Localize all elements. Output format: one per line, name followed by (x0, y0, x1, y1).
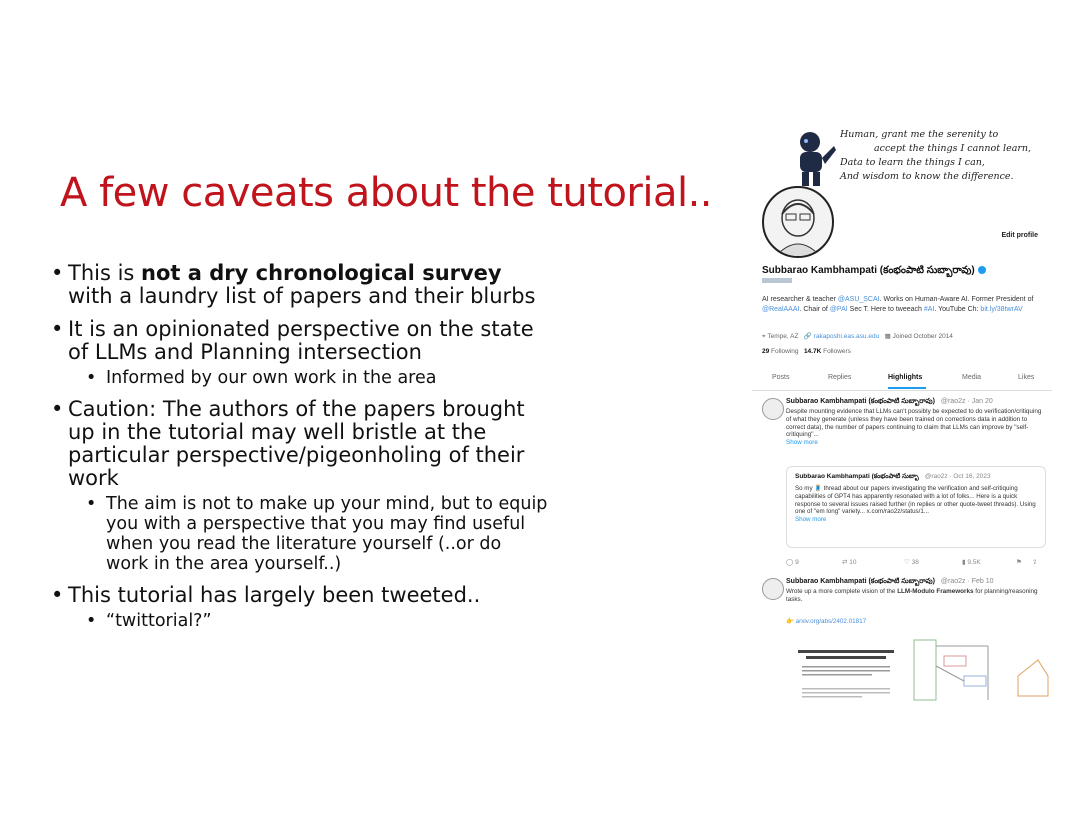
quoted-text: So my 🧵 thread about our papers investigating the verification and self-critiquing capabilities of GPT4 has apparently resonated with a lot of folks... Here is a quick response to several issues raised further (in replies or other quote-tweet threads). Using one of "em long" variety... x.com/rao2z/status/1... (795, 485, 1036, 516)
tweet-body (786, 588, 1044, 604)
bullet-not-a-survey (48, 262, 548, 308)
twitter-profile-screenshot (752, 128, 1052, 710)
tweet-header (786, 578, 994, 587)
retweet-button[interactable]: ⇄ 10 (842, 559, 857, 566)
bullet-list (48, 262, 548, 641)
verified-icon (978, 266, 986, 274)
following-label[interactable]: Following (771, 348, 799, 355)
reply-count: 9 (795, 559, 799, 566)
bio-text: Sec T. Here to tweeach (847, 306, 924, 313)
retweet-count: 10 (849, 559, 857, 566)
profile-bio (762, 295, 1047, 315)
share-icon[interactable]: ⇪ (1032, 559, 1038, 566)
quote-line: accept the things I cannot learn, (874, 143, 1032, 154)
tweet-text: Despite mounting evidence that LLMs can't possibly be expected to do verification/critiquing of what they generate (unless they have been trained on corrections data in addition to correct data), the number of papers continuing to claim that LLMs can improve by "self-critiquing"... (786, 408, 1042, 439)
bullet-text: This is (68, 261, 142, 285)
tweet-date[interactable]: @rao2z · Feb 10 (940, 578, 994, 585)
sub-bullet-aim: • The aim is not to make up your mind, but to equip you with a perspective that you may find useful when you read the literature yourself (..or do work in the area yourself..) (48, 494, 548, 574)
sub-bullet-twittorial: • “twittorial?” (48, 611, 548, 631)
banner-quote (840, 128, 1052, 184)
following-count[interactable]: 29 (762, 348, 770, 355)
sub-bullet-informed: • Informed by our own work in the area (48, 368, 548, 388)
profile-tabs (752, 372, 1052, 391)
bullet-emphasis: not a dry chronological survey (141, 261, 502, 285)
like-button[interactable]: ♡ 38 (904, 559, 919, 566)
edit-profile-button[interactable]: Edit profile (1001, 232, 1038, 239)
profile-name (762, 264, 986, 278)
arxiv-link[interactable]: 👉 arxiv.org/abs/2402.01817 (786, 618, 867, 625)
tweet-text: Wrote up a more complete vision of the (786, 588, 898, 595)
bullet-text: with a laundry list of papers and their blurbs (68, 284, 536, 308)
slide-title: A few caveats about the tutorial.. (60, 170, 713, 216)
like-count: 38 (911, 559, 919, 566)
bullet-tweeted (48, 584, 548, 631)
profile-meta (762, 332, 953, 341)
calendar-icon: ▦ (884, 333, 891, 340)
views-count: 9.5K (967, 559, 981, 566)
followers-count[interactable]: 14.7K (803, 348, 822, 355)
tab-media[interactable]: Media (962, 374, 982, 381)
bio-link[interactable]: @PAI (829, 306, 848, 313)
tweet-avatar[interactable] (762, 398, 784, 420)
tweet-actions (786, 558, 1044, 568)
tweet-avatar[interactable] (762, 578, 784, 600)
bullet-text: It is an opinionated perspective on the state of LLMs and Planning intersection (68, 317, 534, 364)
bullet-text: Caution: The authors of the papers brought up in the tutorial may well bristle at the particular perspective/pigeonholing of their work (68, 397, 525, 490)
bio-text: . Chair of (799, 306, 830, 313)
tweet-author[interactable]: Subbarao Kambhampati (కంభంపాటి సుబ్బారావు) (786, 398, 935, 405)
tab-highlights[interactable]: Highlights (888, 374, 923, 381)
active-tab-indicator (888, 387, 926, 389)
tweet-text: for planning/reasoning tasks. (786, 588, 1038, 603)
robot-illustration (782, 130, 838, 188)
profile-name-text: Subbarao Kambhampati (కంభంపాటి సుబ్బారావు) (762, 265, 975, 276)
location-icon: ⌖ (762, 333, 766, 340)
bio-text: AI researcher & teacher (762, 296, 838, 303)
bullet-opinionated (48, 318, 548, 388)
show-more-link[interactable]: Show more (786, 439, 818, 447)
bullet-text: This tutorial has largely been tweeted.. (68, 583, 481, 607)
bio-text: . YouTube Ch: (934, 306, 981, 313)
views-button[interactable]: ▮ 9.5K (962, 559, 981, 566)
paper-preview-image[interactable] (788, 636, 1050, 710)
quoted-tweet-body (795, 485, 1043, 524)
bio-text: . Works on Human-Aware AI. Former President of (879, 296, 1034, 303)
tweet-header (786, 398, 993, 407)
joined-text: Joined October 2014 (892, 333, 953, 340)
tab-replies[interactable]: Replies (828, 374, 852, 381)
tweet[interactable] (752, 398, 1052, 574)
bullet-caution (48, 398, 548, 574)
website-link[interactable]: rakaposhi.eas.asu.edu (813, 333, 880, 340)
quote-line: Human, grant me the serenity to (840, 129, 999, 140)
tweet-date[interactable]: @rao2z · Jan 20 (940, 398, 993, 405)
quote-line: And wisdom to know the difference. (840, 171, 1014, 182)
quoted-author: Subbarao Kambhampati (కంభంపాటి సుబ్బా (795, 473, 919, 480)
show-more-link[interactable]: Show more (795, 516, 827, 524)
avatar[interactable] (762, 186, 834, 258)
quote-line: Data to learn the things I can, (840, 157, 985, 168)
bio-link[interactable]: @ASU_SCAI (837, 296, 880, 303)
tweet-body (786, 408, 1044, 447)
tweet-text-bold: LLM-Modulo Frameworks (897, 588, 974, 595)
followers-label[interactable]: Followers (823, 348, 851, 355)
tab-likes[interactable]: Likes (1018, 374, 1035, 381)
tab-posts[interactable]: Posts (772, 374, 790, 381)
tweet-author[interactable]: Subbarao Kambhampati (కంభంపాటి సుబ్బారావు) (786, 578, 935, 585)
bio-link[interactable]: @RealAAAI (762, 306, 800, 313)
follow-counts (762, 348, 851, 355)
quoted-tweet-header (795, 473, 991, 482)
bio-link[interactable]: bit.ly/38twrAV (980, 306, 1023, 313)
reply-button[interactable]: ◯ 9 (786, 559, 799, 566)
link-icon: 🔗 (803, 333, 812, 340)
quoted-date: @rao2z · Oct 16, 2023 (924, 473, 991, 480)
bio-link[interactable]: #AI (923, 306, 935, 313)
bookmark-icon[interactable]: ⚑ (1016, 559, 1022, 566)
profile-handle (762, 278, 792, 283)
tweet-link[interactable] (786, 618, 1044, 626)
location-text: Tempe, AZ (767, 333, 799, 340)
quoted-tweet[interactable] (786, 466, 1046, 548)
